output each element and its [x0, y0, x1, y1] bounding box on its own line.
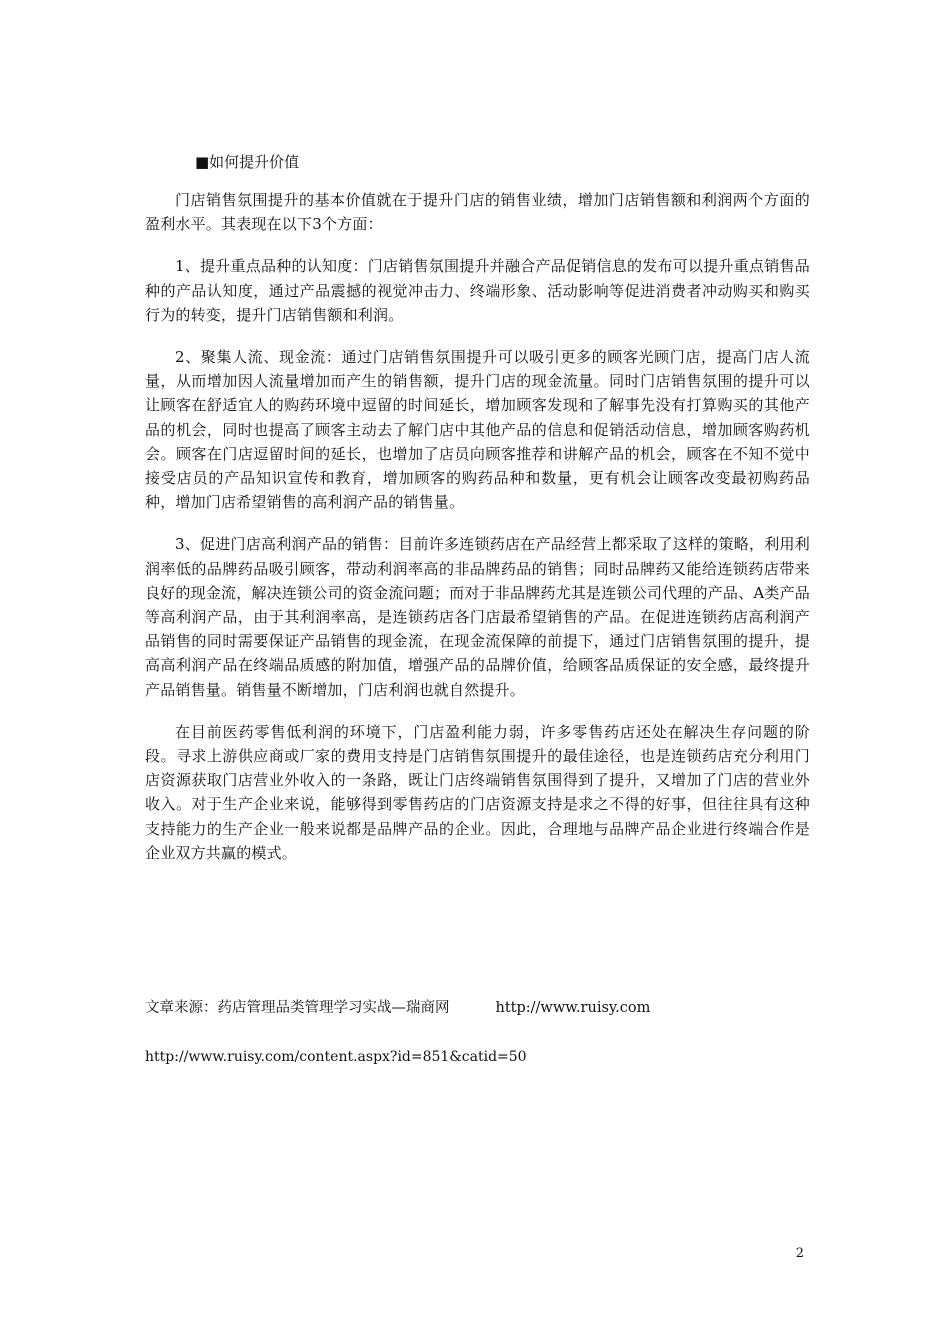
- source-line: [145, 997, 805, 1019]
- point-1-paragraph: 1、提升重点品种的认知度：门店销售氛围提升并融合产品促销信息的发布可以提升重点销售品种的产品认知度，通过产品震撼的视觉冲击力、终端形象、活动影响等促进消费者冲动购买和购买行为的转变，提升门店销售额和利润。: [145, 257, 810, 324]
- source-label: 文章来源：药店管理品类管理学习实战—瑞商网: [145, 1000, 450, 1016]
- page-number: 2: [795, 1246, 804, 1261]
- point-3-paragraph: 3、促进门店高利润产品的销售：目前许多连锁药店在产品经营上都采取了这样的策略，利用利润率低的品牌药品吸引顾客，带动利润率高的非品牌药品的销售；同时品牌药又能给连锁药店带来良好的现金流，解决连锁公司的资金流问题；而对于非品牌药尤其是连锁公司代理的产品、A类产品等高利润产品，由于其利润率高，是连锁药店各门店最希望销售的产品。在促进连锁药店高利润产品销售的同时需要保证产品销售的现金流，在现金流保障的前提下，通过门店销售氛围的提升，提高高利润产品在终端品质感的附加值，增强产品的品牌价值，给顾客品质保证的安全感，最终提升产品销售量。销售量不断增加，门店利润也就自然提升。: [145, 535, 810, 699]
- source-url-link[interactable]: http://www.ruisy.com: [495, 1000, 651, 1016]
- point-2-paragraph: 2、聚集人流、现金流：通过门店销售氛围提升可以吸引更多的顾客光顾门店，提高门店人流量，从而增加因人流量增加而产生的销售额，提升门店的现金流量。同时门店销售氛围的提升可以让顾客在舒适宜人的购药环境中逗留的时间延长，增加顾客发现和了解事先没有打算购买的其他产品的机会，同时也提高了顾客主动去了解门店中其他产品的信息和促销活动信息，增加顾客购药机会。顾客在门店逗留时间的延长，也增加了店员向顾客推荐和讲解产品的机会，顾客在不知不觉中接受店员的产品知识宣传和教育，增加顾客的购药品种和数量，更有机会让顾客改变最初购药品种，增加门店希望销售的高利润产品的销售量。: [145, 348, 810, 512]
- conclusion-paragraph: 在目前医药零售低利润的环境下，门店盈利能力弱，许多零售药店还处在解决生存问题的阶段。寻求上游供应商或厂家的费用支持是门店销售氛围提升的最佳途径，也是连锁药店充分利用门店资源获取门店营业外收入的一条路，既让门店终端销售氛围得到了提升，又增加了门店的营业外收入。对于生产企业来说，能够得到零售药店的门店资源支持是求之不得的好事，但往往具有这种支持能力的生产企业一般来说都是品牌产品的企业。因此，合理地与品牌产品企业进行终端合作是企业双方共赢的模式。: [145, 722, 810, 862]
- article-url-link[interactable]: http://www.ruisy.com/content.aspx?id=851&catid=50: [145, 1049, 527, 1065]
- article-body: [145, 150, 810, 883]
- section-heading: ■如何提升价值: [195, 153, 300, 171]
- intro-paragraph: 门店销售氛围提升的基本价值就在于提升门店的销售业绩，增加门店销售额和利润两个方面的盈利水平。其表现在以下3个方面：: [145, 191, 810, 234]
